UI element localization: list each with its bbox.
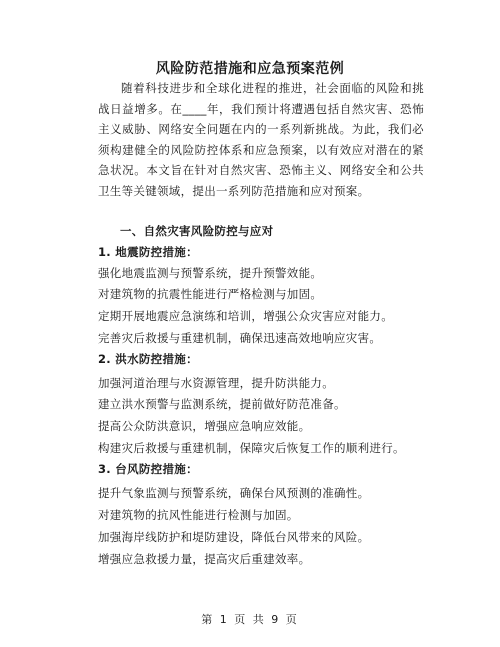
- list-item: 完善灾后救援与重建机制，确保迅速高效地响应灾害。: [98, 331, 382, 345]
- subheading-flood: 2. 洪水防控措施：: [98, 352, 198, 366]
- intro-paragraph: 随着科技进步和全球化进程的推进，社会面临的风险和挑战日益增多。在____年，我们预计将遭遇包括自然灾害、恐怖主义威胁、网络安全问题在内的一系列新挑战。为此，我们必须构建健全的风险防控体系和应急预案，以有效应对潜在的紧急状况。本文旨在针对自然灾害、恐怖主义、网络安全和公共卫生等关键领域，提出一系列防范措施和应对预案。: [98, 81, 424, 198]
- list-item: 加强海岸线防护和堤防建设，降低台风带来的风险。: [98, 530, 370, 544]
- list-item: 对建筑物的抗风性能进行检测与加固。: [98, 508, 299, 522]
- list-item: 建立洪水预警与监测系统，提前做好防范准备。: [98, 397, 346, 411]
- section-heading-natural-disaster: 一、自然灾害风险防控与应对: [120, 224, 274, 238]
- subheading-typhoon: 3. 台风防控措施：: [98, 462, 198, 476]
- list-item: 强化地震监测与预警系统，提升预警效能。: [98, 266, 323, 280]
- list-item: 提高公众防洪意识，增强应急响应效能。: [98, 419, 311, 433]
- list-item: 定期开展地震应急演练和培训，增强公众灾害应对能力。: [98, 309, 393, 323]
- subheading-earthquake: 1. 地震防控措施：: [98, 245, 198, 259]
- list-item: 提升气象监测与预警系统，确保台风预测的准确性。: [98, 486, 370, 500]
- list-item: 加强河道治理与水资源管理，提升防洪能力。: [98, 376, 334, 390]
- list-item: 增强应急救援力量，提高灾后重建效率。: [98, 552, 311, 566]
- list-item: 构建灾后救援与重建机制，保障灾后恢复工作的顺利进行。: [98, 441, 405, 455]
- page-number-footer: 第 1 页 共 9 页: [201, 613, 299, 626]
- list-item: 对建筑物的抗震性能进行严格检测与加固。: [98, 287, 323, 301]
- document-title: 风险防范措施和应急预案范例: [155, 61, 345, 77]
